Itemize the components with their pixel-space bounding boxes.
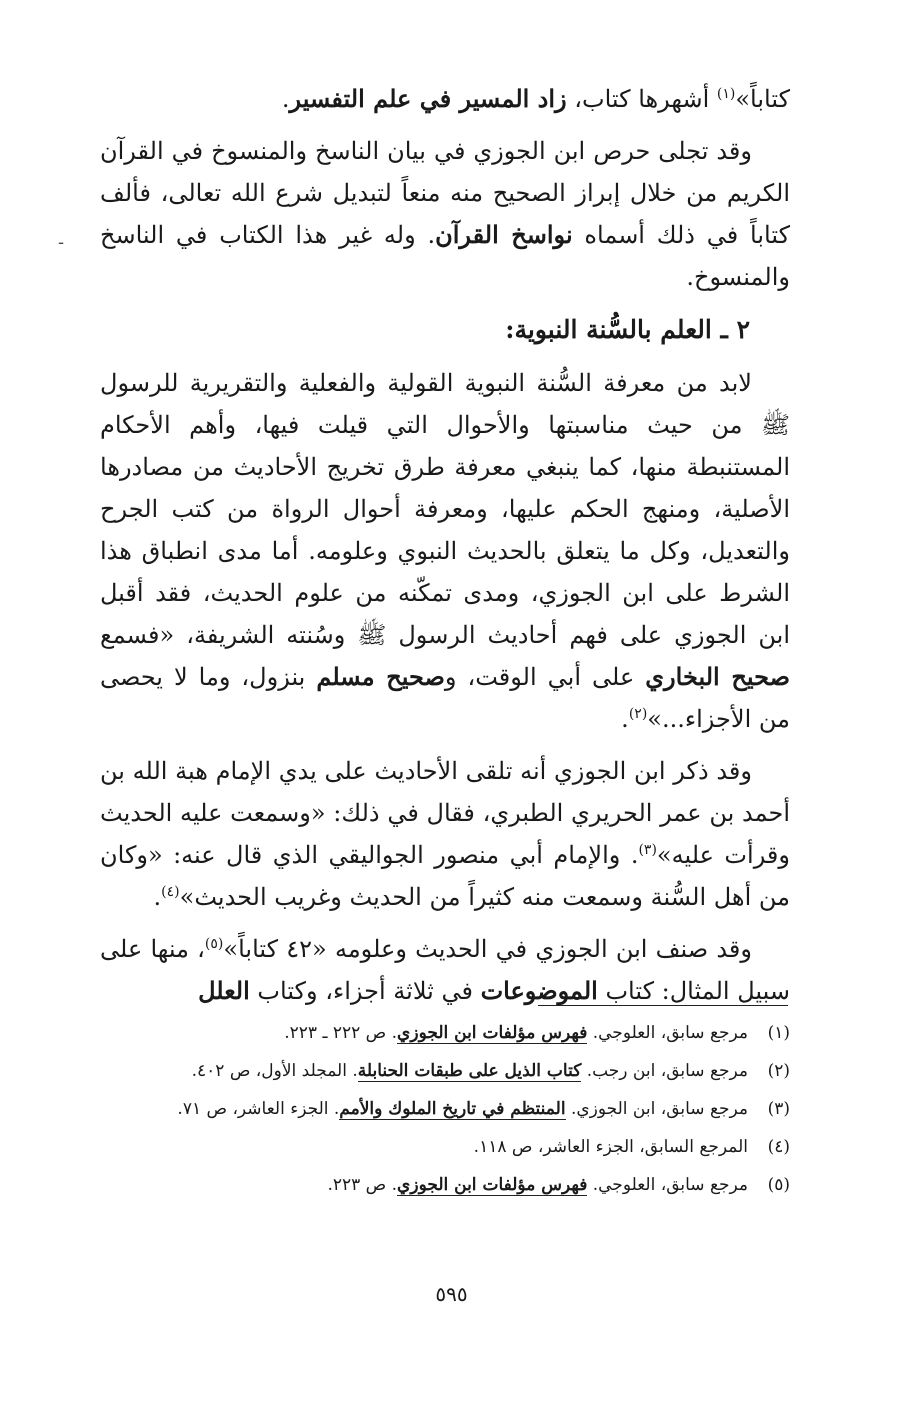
page-number: ٥٩٥ bbox=[435, 1282, 468, 1306]
book-title: نواسخ القرآن bbox=[435, 220, 573, 249]
footnote-1 bbox=[100, 1018, 790, 1048]
text-run: مرجع سابق، ابن رجب. bbox=[581, 1061, 748, 1081]
text-run: كتاباً» bbox=[735, 85, 790, 113]
footnote-3 bbox=[100, 1094, 790, 1124]
footnote-text bbox=[100, 1094, 748, 1124]
text-run: مرجع سابق، العلوجي. bbox=[587, 1175, 748, 1195]
reference-title: فهرس مؤلفات ابن الجوزي bbox=[397, 1175, 588, 1195]
text-run: أشهرها كتاب، bbox=[566, 85, 717, 113]
reference-title: كتاب الذيل على طبقات الحنابلة bbox=[357, 1061, 582, 1081]
text-run: لابد من معرفة السُّنة النبوية القولية والفعلية والتقريرية للرسول ﷺ من حيث مناسبتها والأحوال التي قيلت فيها، وأهم الأحكام المستنبطة منها، كما ينبغي معرفة طرق تخريج الأحاديث من مصادرها الأصلية، ومنهج الحكم عليها، ومعرفة أحوال الرواة من كتب الجرح والتعديل، وكل ما يتعلق بالحديث النبوي وعلومه. أما مدى انطباق هذا الشرط على ابن الجوزي، ومدى تمكّنه من علوم الحديث، فقد أقبل ابن الجوزي على فهم أحاديث الرسول ﷺ وسُنته الشريفة، «فسمع bbox=[100, 369, 790, 649]
footnote-text bbox=[100, 1132, 748, 1162]
book-title: صحيح البخاري bbox=[645, 662, 790, 691]
footnote-4 bbox=[100, 1132, 790, 1162]
paragraph-1 bbox=[100, 78, 790, 120]
footnote-number: (٣) bbox=[767, 1099, 790, 1119]
footnote-5 bbox=[100, 1170, 790, 1200]
text-run: . bbox=[281, 85, 290, 113]
footnote-2 bbox=[100, 1056, 790, 1086]
page-body bbox=[100, 78, 790, 1022]
text-run: . وله غير هذا الكتاب في الناسخ والمنسوخ. bbox=[100, 221, 790, 291]
text-run: وقد صنف ابن الجوزي في الحديث وعلومه «٤٢ كتاباً» bbox=[223, 935, 752, 963]
text-run: . الجزء العاشر، ص ٧١. bbox=[177, 1099, 340, 1119]
paragraph-5 bbox=[100, 928, 790, 1012]
text-run: ، منها على سبيل المثال: كتاب bbox=[100, 935, 790, 1005]
text-run: وقد ذكر ابن الجوزي أنه تلقى الأحاديث على يدي الإمام هبة الله بن أحمد بن عمر الحريري الطبري، فقال في ذلك: «وسمعت عليه الحديث وقرأت عليه» bbox=[100, 757, 790, 869]
book-title: العلل bbox=[198, 976, 250, 1005]
text-run: المرجع السابق، الجزء العاشر، ص ١١٨. bbox=[473, 1137, 748, 1157]
text-run: . bbox=[621, 705, 629, 733]
footnote-divider bbox=[538, 1005, 788, 1006]
footnote-number: (١) bbox=[767, 1023, 790, 1043]
text-run: . ص ٢٢٢ ـ ٢٢٣. bbox=[284, 1023, 398, 1043]
paragraph-4 bbox=[100, 750, 790, 918]
footnote-ref-4[interactable]: (٤) bbox=[161, 884, 180, 900]
text-run: . والإمام أبي منصور الجواليقي الذي قال عنه: «وكان من أهل السُّنة وسمعت منه كثيراً من الحديث وغريب الحديث» bbox=[100, 841, 790, 911]
text-run: مرجع سابق، ابن الجوزي. bbox=[565, 1099, 748, 1119]
book-title: زاد المسير في علم التفسير bbox=[289, 84, 567, 113]
text-run: . المجلد الأول، ص ٤٠٢. bbox=[191, 1061, 358, 1081]
footnote-text bbox=[100, 1018, 748, 1048]
section-heading: ٢ ـ العلم بالسُّنة النبوية: bbox=[505, 315, 750, 344]
footnote-number: (٢) bbox=[767, 1061, 790, 1081]
footnote-ref-2[interactable]: (٢) bbox=[628, 706, 648, 722]
text-run: على أبي الوقت، و bbox=[444, 663, 646, 691]
reference-title: المنتظم في تاريخ الملوك والأمم bbox=[339, 1099, 566, 1119]
text-run: مرجع سابق، العلوجي. bbox=[587, 1023, 748, 1043]
text-run: . bbox=[153, 883, 162, 911]
footnote-ref-1[interactable]: (١) bbox=[716, 86, 736, 102]
stray-mark: - bbox=[58, 232, 65, 253]
book-title: صحيح مسلم bbox=[316, 662, 445, 691]
text-run: في ثلاثة أجزاء، وكتاب bbox=[249, 977, 481, 1005]
footnote-number: (٥) bbox=[767, 1175, 790, 1195]
paragraph-2 bbox=[100, 130, 790, 298]
paragraph-3 bbox=[100, 362, 790, 740]
reference-title: فهرس مؤلفات ابن الجوزي bbox=[397, 1023, 588, 1043]
book-title: الموضوعات bbox=[480, 976, 598, 1005]
footnote-ref-3[interactable]: (٣) bbox=[638, 842, 657, 858]
footnote-text bbox=[100, 1056, 748, 1086]
footnotes bbox=[100, 1018, 790, 1208]
footnote-text bbox=[100, 1170, 748, 1200]
text-run: بنزول، وما لا يحصى من الأجزاء...» bbox=[100, 663, 790, 733]
text-run: . ص ٢٢٣. bbox=[327, 1175, 398, 1195]
text-run: وقد تجلى حرص ابن الجوزي في بيان الناسخ والمنسوخ في القرآن الكريم من خلال إبراز الصحيح منه منعاً لتبديل شرع الله تعالى، فألف كتاباً في ذلك أسماه bbox=[100, 137, 791, 249]
footnote-number: (٤) bbox=[767, 1137, 790, 1157]
footnote-ref-5[interactable]: (٥) bbox=[204, 936, 224, 952]
